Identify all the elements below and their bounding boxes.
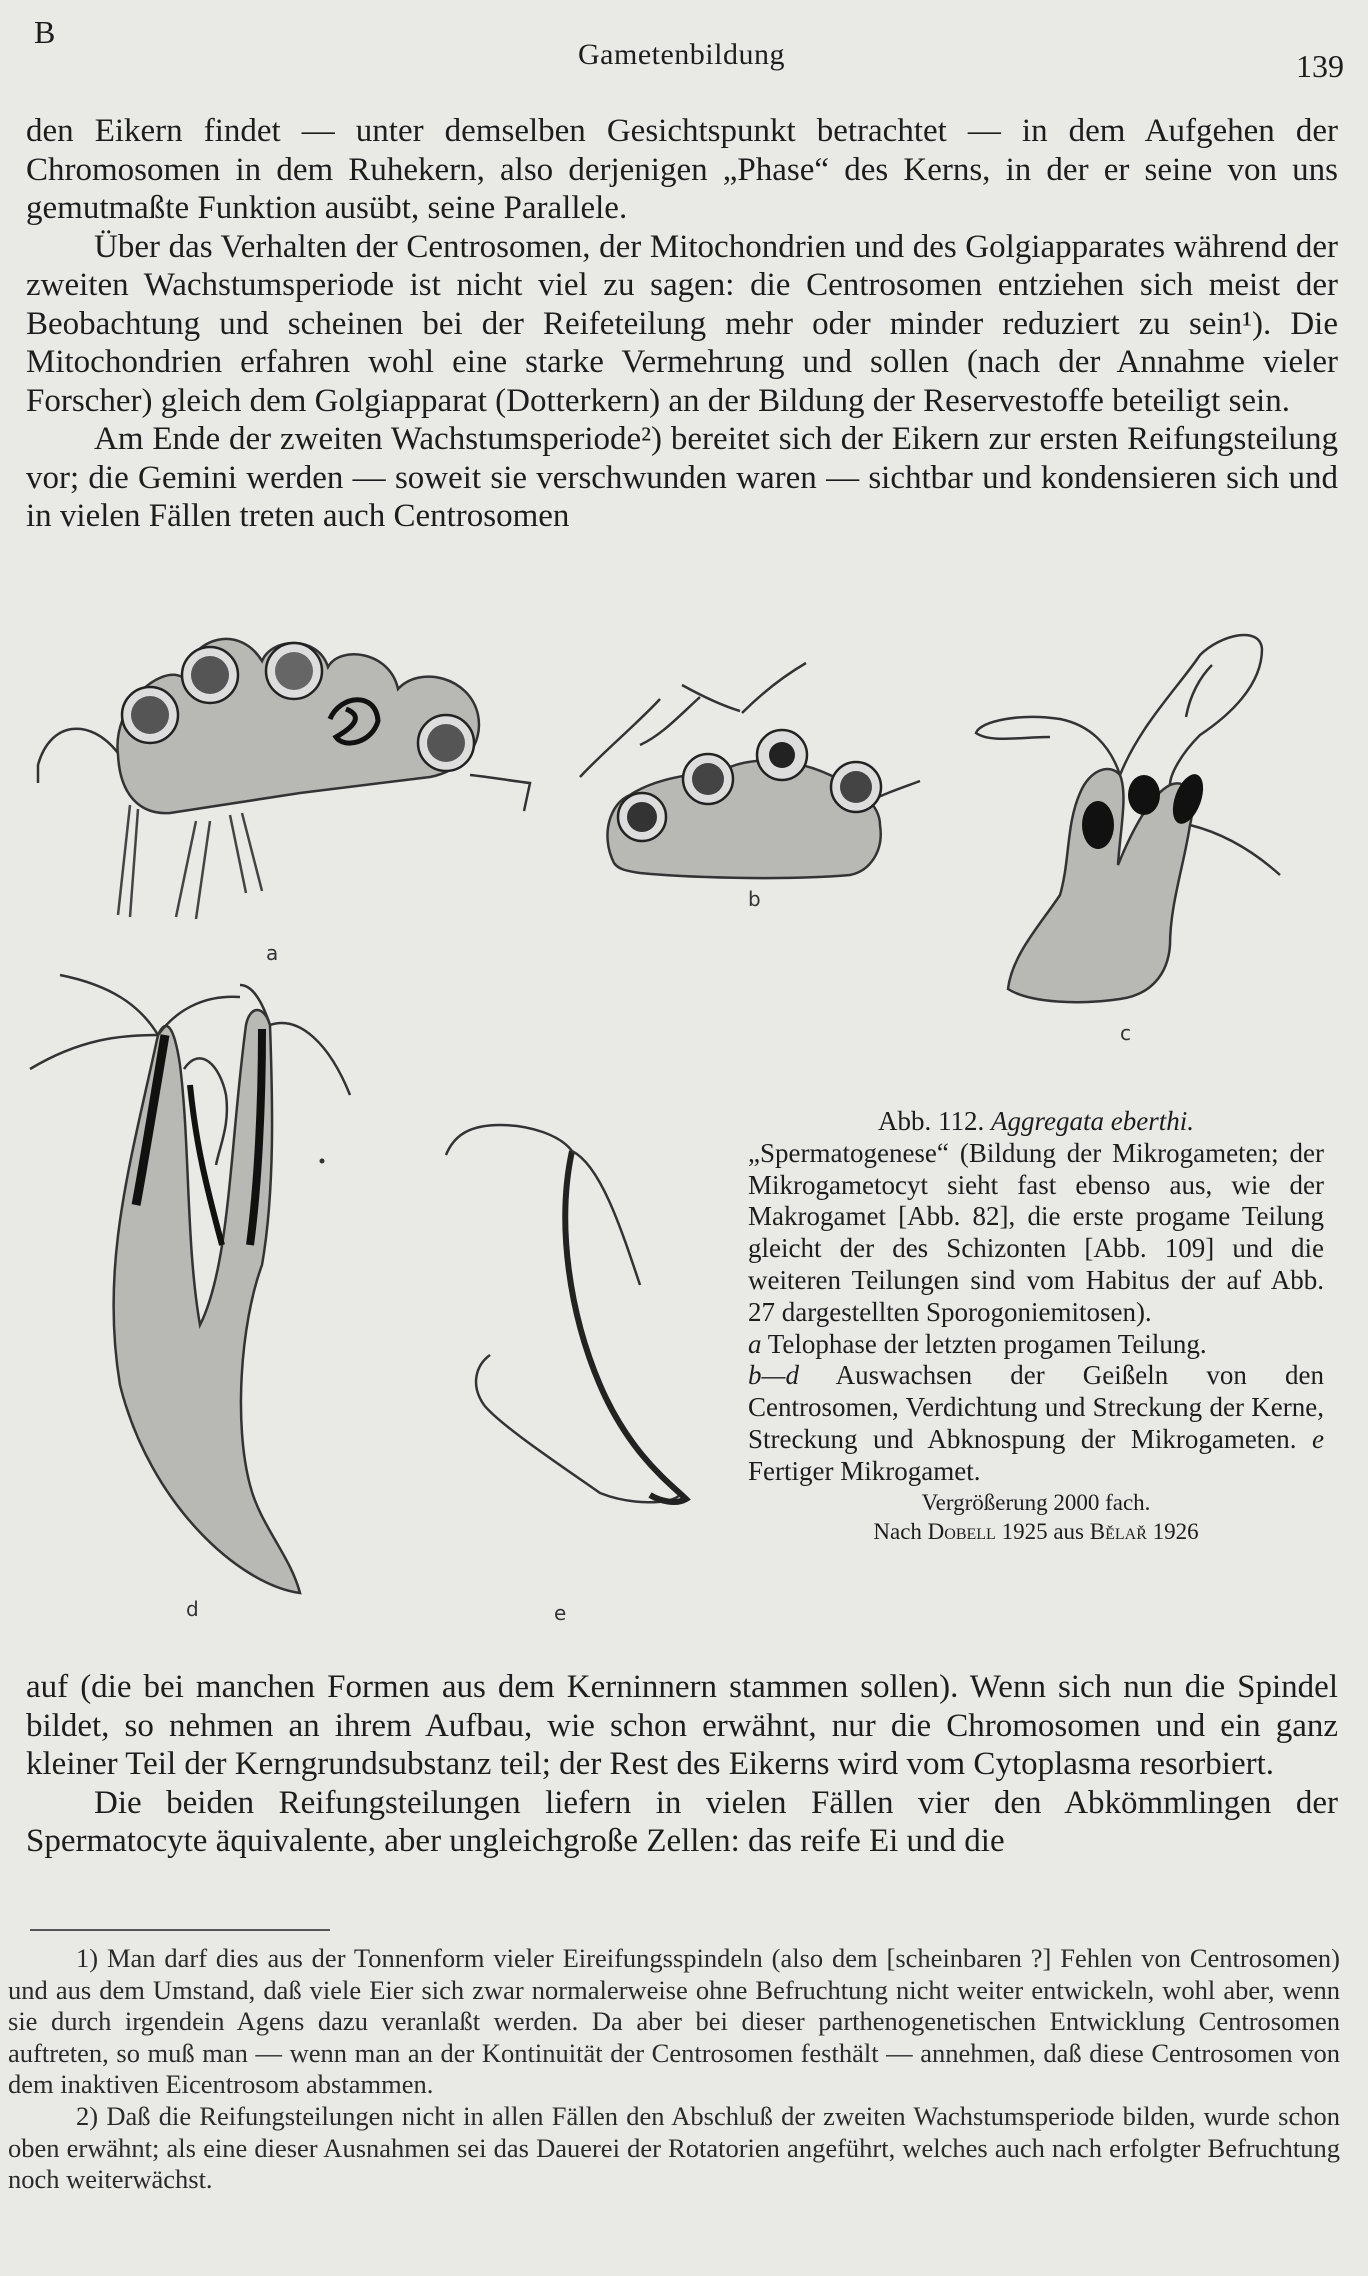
- figure-label-c: c: [1120, 1021, 1131, 1045]
- drawing-a: [38, 639, 530, 919]
- caption-part-a: [748, 1329, 1324, 1361]
- running-title: Gametenbildung: [578, 38, 785, 71]
- caption-title: [748, 1106, 1324, 1138]
- drawing-d: [30, 975, 350, 1593]
- paragraph: Die beiden Reifungsteilungen liefern in vielen Fällen vier den Abkömmlingen der Spermatocyte äquivalente, aber ungleichgroße Zellen: das reife Ei und die: [26, 1784, 1338, 1859]
- caption-text-a: Telophase der letzten progamen Teilung.: [767, 1328, 1207, 1359]
- figure-label-e: e: [554, 1601, 567, 1625]
- caption-text-bd: Auswachsen der Geißeln von den Centrosomen, Verdichtung und Streckung der Kerne, Streckung und Abknospung der Mikrogameten.: [748, 1360, 1324, 1454]
- body-text-bottom: [26, 1668, 1338, 1861]
- source-author-dobell: Dobell: [927, 1518, 996, 1544]
- footnotes: [8, 1943, 1340, 2196]
- paragraph: den Eikern findet — unter demselben Gesichtspunkt betrachtet — in dem Aufgehen der Chromosomen in dem Ruhekern, also derjenigen „Phase“ des Kerns, in der er seine von uns gemutmaßte Funktion ausübt, seine Parallele.: [26, 113, 1338, 226]
- caption-magnification: Vergrößerung 2000 fach.: [921, 1489, 1151, 1515]
- caption-text: „Spermatogenese“ (Bildung der Mikrogameten; der Mikrogametocyt sieht fast ebenso aus, wie der Makrogamet [Abb. 82], die erste progame Teilung gleicht der des Schizonten [Abb. 109] und die weiteren Teilungen sind vom Habitus der auf Abb. 27 dargestellten Sporogoniemitosen).: [748, 1137, 1324, 1327]
- footnote-1: 1) Man darf dies aus der Tonnenform vieler Eireifungsspindeln (also dem [scheinbaren ?] Fehlen von Centrosomen) und aus dem Umstand, daß viele Eier sich zwar normalerweise ohne Befruchtung nicht weiter entwickeln, wohl aber, wenn sie durch irgendein Agens dazu veranlaßt werden. Da aber bei dieser parthenogenetischen Entwicklung Centrosomen auftreten, so muß man — wenn man an der Kontinuität der Centrosomen festhält — annehmen, daß diese Centrosomen von dem inaktiven Eicentrosom abstammen.: [8, 1943, 1340, 2100]
- figure-label-b: b: [748, 887, 761, 911]
- drawing-c: [976, 635, 1280, 1002]
- page-number: 139: [1296, 48, 1344, 84]
- drawing-b: [580, 663, 920, 878]
- footnote-rule: [30, 1929, 330, 1931]
- source-author-belar: Bělař: [1089, 1518, 1147, 1544]
- paragraph: auf (die bei manchen Formen aus dem Kerninnern stammen sollen). Wenn sich nun die Spindel bildet, so nehmen an ihrem Aufbau, wie schon erwähnt, nur die Chromosomen und ein ganz kleiner Teil der Kerngrundsubstanz teil; der Rest des Eikerns wird vom Cytoplasma resorbiert.: [26, 1669, 1338, 1782]
- source-year-1: 1925 aus: [1001, 1518, 1084, 1544]
- source-nach: Nach: [873, 1518, 922, 1544]
- caption-letter-e: e: [1312, 1423, 1324, 1454]
- signature-mark: B: [34, 14, 56, 50]
- figure-caption: [748, 1106, 1324, 1546]
- source-year-2: 1926: [1152, 1518, 1199, 1544]
- caption-source: [748, 1517, 1324, 1546]
- caption-text-e: Fertiger Mikrogamet.: [748, 1455, 981, 1486]
- caption-part-bd: [748, 1360, 1324, 1487]
- caption-species: Aggregata eberthi.: [991, 1106, 1194, 1136]
- footnote-2: 2) Daß die Reifungsteilungen nicht in allen Fällen den Abschluß der zweiten Wachstumsperiode bilden, wurde schon oben erwähnt; als eine dieser Ausnahmen sei das Dauerei der Rotatorien angeführt, welches auch nach erfolgter Befruchtung noch weiterwächst.: [8, 2100, 1340, 2195]
- caption-letter-a: a: [748, 1328, 762, 1359]
- figure-label-d: d: [186, 1597, 199, 1621]
- figure-label-a: a: [266, 941, 279, 965]
- paragraph: Über das Verhalten der Centrosomen, der Mitochondrien und des Golgiapparates während der zweiten Wachstumsperiode ist nicht viel zu sagen: die Centrosomen entziehen sich meist der Beobachtung und scheinen bei der Reifeteilung mehr oder minder reduziert zu sein¹). Die Mitochondrien erfahren wohl eine starke Vermehrung und sollen (nach der Annahme vieler Forscher) gleich dem Golgiapparat (Dotterkern) an der Bildung der Reservestoffe beteiligt sein.: [26, 228, 1338, 419]
- body-text-top: [26, 112, 1338, 536]
- paragraph: Am Ende der zweiten Wachstumsperiode²) bereitet sich der Eikern zur ersten Reifungsteilung vor; die Gemini werden — soweit sie verschwunden waren — sichtbar und kondensieren sich und in vielen Fällen treten auch Centrosomen: [26, 421, 1338, 534]
- drawing-e: [446, 1125, 686, 1502]
- caption-number: Abb. 112.: [878, 1106, 985, 1136]
- caption-letter-bd: b—d: [748, 1360, 800, 1391]
